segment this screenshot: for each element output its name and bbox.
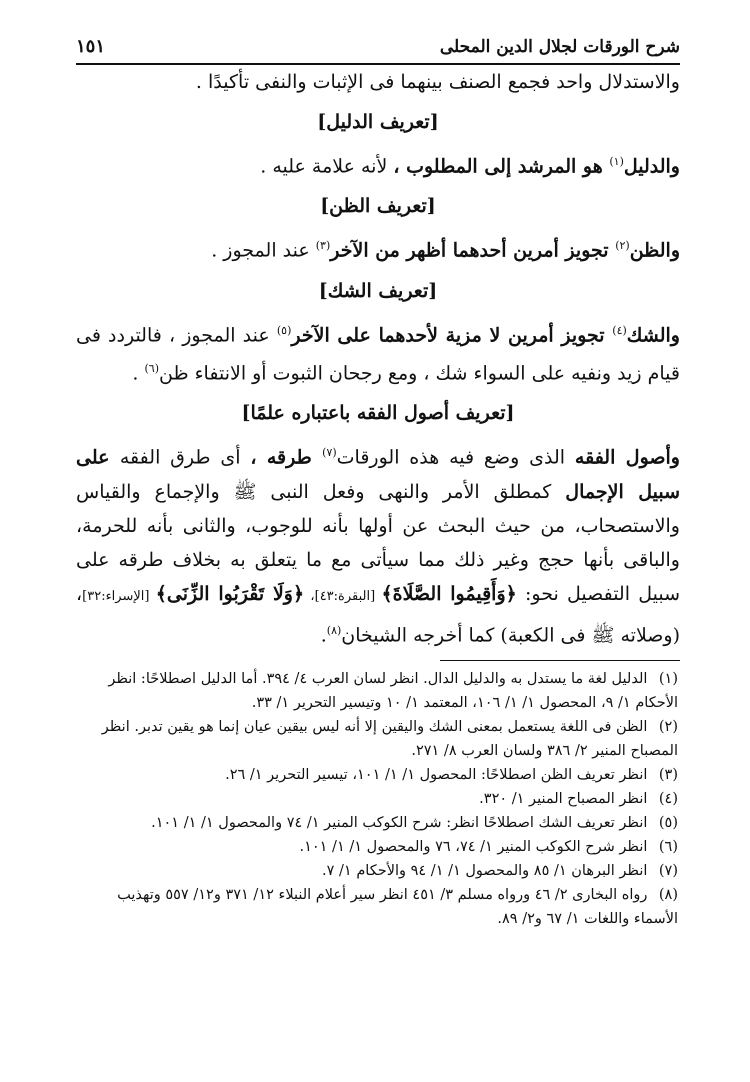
footnote-1 xyxy=(76,667,680,715)
paragraph-usul xyxy=(76,436,680,652)
footnote-text: انظر تعريف الظن اصطلاحًا: المحصول ١/ ١/ ١٠١، تيسير التحرير ١/ ٢٦. xyxy=(225,766,648,783)
footnote-number: (٨) xyxy=(658,886,678,903)
def-dalil: هو المرشد إلى المطلوب ، xyxy=(393,155,610,178)
note-ref-7: (٧) xyxy=(322,446,337,460)
footnote-6 xyxy=(76,835,680,859)
heading-shakk: [تعريف الشك] xyxy=(318,279,438,302)
footnote-7 xyxy=(76,859,680,883)
footnote-number: (٥) xyxy=(658,814,678,831)
footnote-number: (١) xyxy=(658,670,678,687)
usul-a: الذى وضع فيه هذه الورقات xyxy=(336,446,575,469)
note-ref-5: (٥) xyxy=(276,323,292,337)
footnote-number: (٢) xyxy=(658,718,678,735)
heading-zann: [تعريف الظن] xyxy=(320,195,436,218)
term-dalil: والدليل xyxy=(623,155,680,178)
footnote-text: انظر المصباح المنير ١/ ٣٢٠. xyxy=(479,790,648,807)
header-title: شرح الورقات لجلال الدين المحلى xyxy=(439,37,680,57)
footnote-divider xyxy=(440,660,680,661)
usul-end: . xyxy=(320,623,327,646)
footnote-8 xyxy=(76,883,680,931)
term-shakk: والشك xyxy=(626,323,680,346)
paragraph-intro xyxy=(76,65,680,99)
note-ref-3: (٣) xyxy=(315,239,331,253)
note-ref-6: (٦) xyxy=(144,361,159,375)
footnote-5 xyxy=(76,811,680,835)
term-zann: والظن xyxy=(629,239,680,262)
footnote-text: الدليل لغة ما يستدل به والدليل الدال. انظر لسان العرب ٤/ ٣٩٤. أما الدليل اصطلاحًا: انظر الأحكام ١/ ٩، المحصول ١/ ١/ ١٠٦، المعتمد ١/ ١٠ وتيسير التحرير ١/ ٣٣. xyxy=(108,670,678,711)
heading-usul: [تعريف أصول الفقه باعتباره علمًا] xyxy=(241,402,515,425)
usul-e: كمطلق الأمر والنهى وفعل النبى ﷺ والإجماع والقياس والاستصحاب، من حيث البحث عن أولها بأنه للوجوب، والثانى بأنه للحرمة، والباقى بأنها حجج وغير ذلك مما سيأتى مع ما يتعلق به بخلاف طرقه على سبيل التفصيل نحو: xyxy=(76,480,680,605)
main-text xyxy=(76,65,680,652)
term-usul: وأصول الفقه xyxy=(574,446,680,469)
footnote-text: رواه البخارى ٢/ ٤٦ ورواه مسلم ٣/ ٤٥١ انظر سير أعلام النبلاء ١٢/ ٣٧١ و١٢/ ٥٥٧ وتهذيب الأسماء واللغات ١/ ٦٧ و٢/ ٨٩. xyxy=(117,886,678,927)
footnote-number: (٦) xyxy=(658,838,678,855)
footnote-number: (٤) xyxy=(658,790,678,807)
note-ref-2: (٢) xyxy=(615,239,630,253)
footnote-3 xyxy=(76,763,680,787)
usul-b: طرقه ، xyxy=(250,446,323,469)
usul-d: على سبيل الإجمال xyxy=(76,446,680,503)
paragraph-dalil xyxy=(76,145,680,183)
paragraph-zann xyxy=(76,229,680,267)
footnote-text: انظر البرهان ١/ ٨٥ والمحصول ١/ ١/ ٩٤ والأحكام ١/ ٧. xyxy=(322,862,648,879)
dalil-rest: لأنه علامة عليه . xyxy=(260,155,394,178)
def-zann: تجويز أمرين أحدهما أظهر من الآخر xyxy=(330,239,616,262)
def-shakk: تجويز أمرين لا مزية لأحدهما على الآخر xyxy=(291,323,613,346)
running-header xyxy=(76,36,680,65)
footnote-number: (٣) xyxy=(658,766,678,783)
page-number: ١٥١ xyxy=(76,36,106,57)
zann-rest: عند المجوز . xyxy=(211,239,316,262)
usul-f: ، (وصلاته ﷺ فى الكعبة) كما أخرجه الشيخان xyxy=(76,582,680,646)
intro-text: والاستدلال واحد فجمع الصنف بينهما فى الإثبات والنفى تأكيدًا . xyxy=(195,71,680,93)
quran-verse-2: ﴿وَلَا تَقْرَبُوا الزِّنَى﴾ xyxy=(155,582,305,605)
paragraph-shakk xyxy=(76,314,680,391)
footnotes xyxy=(76,667,680,931)
footnote-text: انظر تعريف الشك اصطلاحًا انظر: شرح الكوكب المنير ١/ ٧٤ والمحصول ١/ ١/ ١٠١. xyxy=(151,814,648,831)
quran-verse-1: ﴿وَأَقِيمُوا الصَّلَاةَ﴾ xyxy=(381,582,517,605)
shakk-end: . xyxy=(132,362,145,385)
verse-ref-2: [الإسراء:٣٢] xyxy=(82,588,156,604)
footnote-text: الظن فى اللغة يستعمل بمعنى الشك واليقين إلا أنه ليس بيقين عيان إنما هو يقين تدبر. انظر المصباح المنير ٢/ ٣٨٦ ولسان العرب ٨/ ٢٧١. xyxy=(101,718,678,759)
note-ref-4: (٤) xyxy=(612,323,627,337)
heading-dalil: [تعريف الدليل] xyxy=(317,111,439,133)
shakk-rest: عند المجوز ، فالتردد فى قيام زيد ونفيه على السواء شك ، ومع رجحان الثبوت أو الانتفاء ظن xyxy=(76,323,680,385)
footnote-4 xyxy=(76,787,680,811)
note-ref-1: (١) xyxy=(609,155,624,168)
footnote-2 xyxy=(76,715,680,763)
usul-c: أى طرق الفقه xyxy=(119,446,251,469)
note-ref-8: (٨) xyxy=(326,623,342,637)
footnote-text: انظر شرح الكوكب المنير ١/ ٧٤، ٧٦ والمحصول ١/ ١/ ١٠١. xyxy=(299,838,648,855)
footnote-number: (٧) xyxy=(658,862,678,879)
verse-ref-1: [البقرة:٤٣]، xyxy=(304,588,382,604)
